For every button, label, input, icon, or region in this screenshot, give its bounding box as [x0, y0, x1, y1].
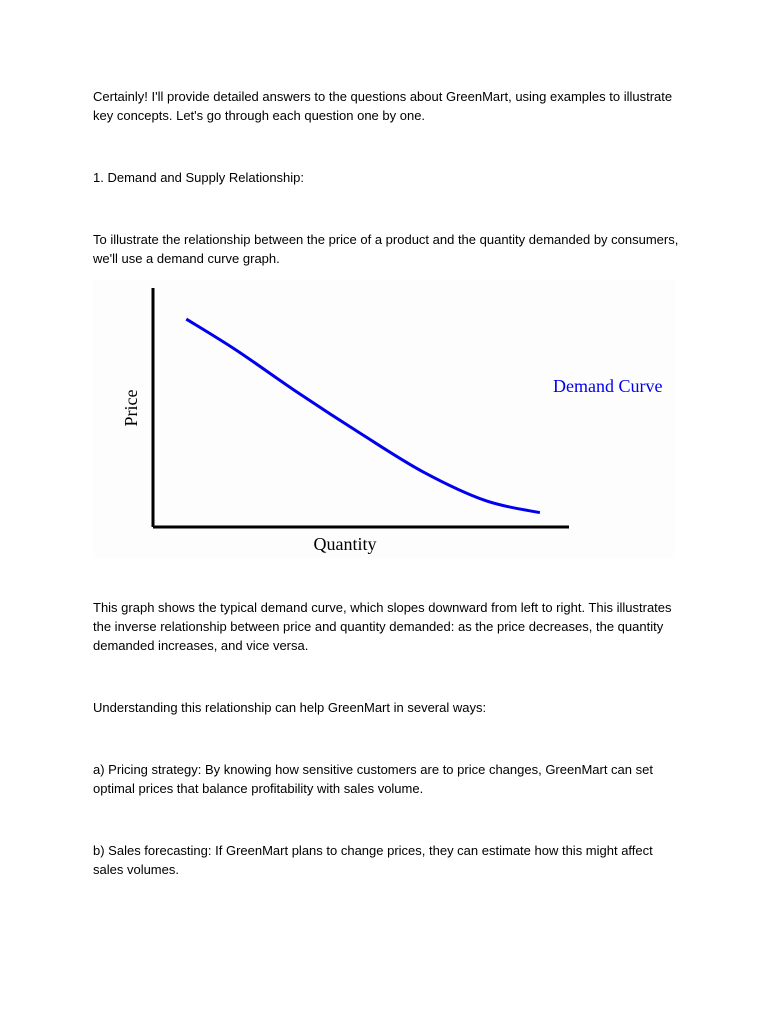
- demand-curve-svg: [93, 280, 675, 558]
- demand-curve-label: Demand Curve: [553, 376, 663, 396]
- demand-curve-line: [186, 319, 540, 513]
- demand-curve-intro-paragraph: To illustrate the relationship between the price of a product and the quantity demanded by consumers, we'll use a demand curve graph.: [93, 232, 679, 266]
- x-axis-label: Quantity: [313, 534, 377, 554]
- graph-description-paragraph: This graph shows the typical demand curve, which slopes downward from left to right. This illustrates the inverse relationship between price and quantity demanded: as the price decreases, the quantity demanded increases, and vice versa.: [93, 600, 672, 653]
- intro-paragraph: Certainly! I'll provide detailed answers to the questions about GreenMart, using examples to illustrate key concepts. Let's go through each question one by one.: [93, 89, 673, 123]
- pricing-strategy-paragraph: a) Pricing strategy: By knowing how sensitive customers are to price changes, GreenMart can set optimal prices that balance profitability with sales volume.: [93, 762, 653, 796]
- understanding-paragraph: Understanding this relationship can help GreenMart in several ways:: [93, 700, 487, 715]
- demand-curve-chart: [93, 280, 675, 558]
- sales-forecasting-paragraph: b) Sales forecasting: If GreenMart plans to change prices, they can estimate how this might affect sales volumes.: [93, 843, 653, 877]
- y-axis-label: Price: [121, 389, 141, 427]
- section-heading-demand-supply: 1. Demand and Supply Relationship:: [93, 170, 305, 185]
